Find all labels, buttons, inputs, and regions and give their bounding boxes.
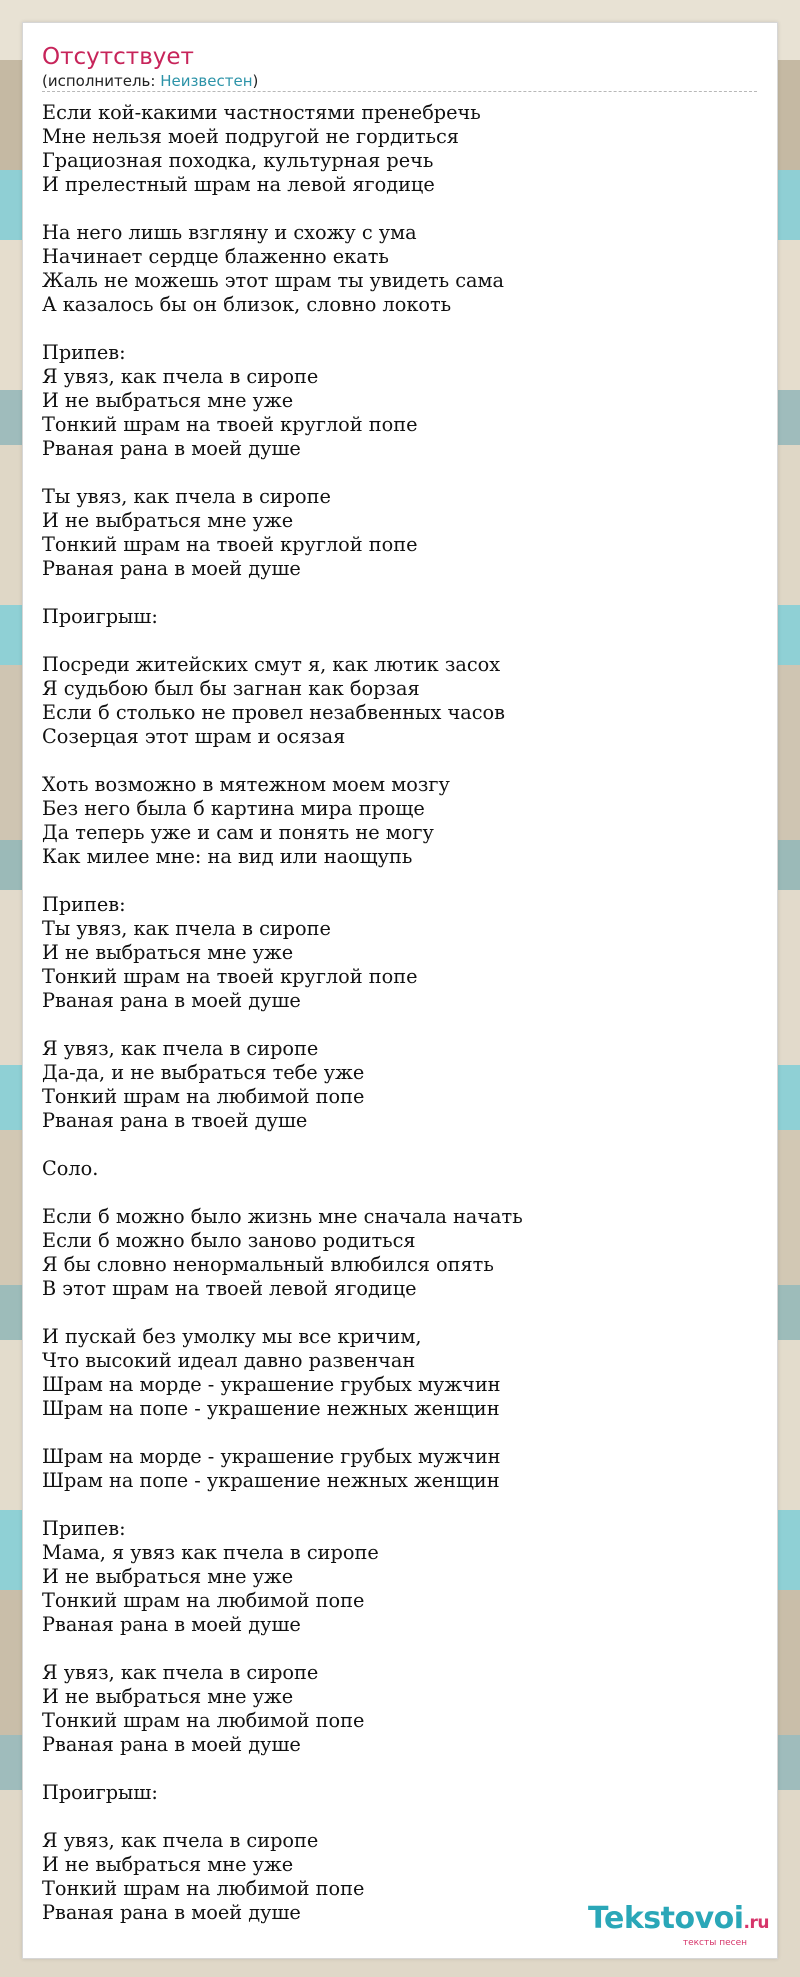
song-title: Отсутствует	[42, 44, 194, 70]
lyrics-line: Жаль не можешь этот шрам ты увидеть сама	[42, 269, 505, 292]
lyrics-blank-line	[42, 581, 757, 605]
lyrics-line: И пускай без умолку мы все кричим,	[42, 1325, 422, 1348]
lyrics-line: Если кой-какими частностями пренебречь	[42, 101, 481, 124]
site-logo[interactable]	[588, 1901, 769, 1948]
lyrics-blank-line	[42, 1493, 757, 1517]
lyrics-line: И не выбраться мне уже	[42, 389, 294, 412]
lyrics-line: И не выбраться мне уже	[42, 941, 294, 964]
lyrics-line: Начинает сердце блаженно екать	[42, 245, 389, 268]
lyrics-line: Да теперь уже и сам и понять не могу	[42, 821, 434, 844]
lyrics-line: Тонкий шрам на любимой попе	[42, 1085, 365, 1108]
lyrics-line: Соло.	[42, 1157, 99, 1180]
lyrics-line: Тонкий шрам на любимой попе	[42, 1589, 365, 1612]
lyrics-line: Рваная рана в моей душе	[42, 1613, 301, 1636]
artist-line	[42, 72, 757, 90]
lyrics-line: Проигрыш:	[42, 1781, 158, 1804]
lyrics-line: Рваная рана в моей душе	[42, 437, 301, 460]
lyrics-line: Посреди житейских смут я, как лютик засох	[42, 653, 501, 676]
lyrics-blank-line	[42, 1805, 757, 1829]
lyrics-line: В этот шрам на твоей левой ягодице	[42, 1277, 417, 1300]
lyrics-blank-line	[42, 1757, 757, 1781]
lyrics-line: Рваная рана в моей душе	[42, 557, 301, 580]
lyrics-line: Рваная рана в твоей душе	[42, 1109, 308, 1132]
lyrics-line: Тонкий шрам на любимой попе	[42, 1709, 365, 1732]
lyrics-line: Припев:	[42, 341, 126, 364]
lyrics-line: И не выбраться мне уже	[42, 509, 294, 532]
logo-domain: .ru	[743, 1913, 769, 1933]
lyrics-line: Проигрыш:	[42, 605, 158, 628]
lyrics-line: Тонкий шрам на твоей круглой попе	[42, 965, 418, 988]
lyrics-card	[22, 22, 778, 1959]
lyrics-line: Припев:	[42, 893, 126, 916]
artist-link[interactable]: Неизвестен	[160, 72, 253, 90]
lyrics-line: Я увяз, как пчела в сиропе	[42, 1661, 319, 1684]
lyrics-line: А казалось бы он близок, словно локоть	[42, 293, 452, 316]
lyrics-line: Рваная рана в моей душе	[42, 1901, 301, 1924]
lyrics-blank-line	[42, 197, 757, 221]
lyrics-line: Я увяз, как пчела в сиропе	[42, 1037, 319, 1060]
lyrics-line: Хоть возможно в мятежном моем мозгу	[42, 773, 450, 796]
lyrics-blank-line	[42, 1637, 757, 1661]
lyrics-blank-line	[42, 1181, 757, 1205]
lyrics-line: Как милее мне: на вид или наощупь	[42, 845, 413, 868]
lyrics-blank-line	[42, 1421, 757, 1445]
lyrics-line: Рваная рана в моей душе	[42, 1733, 301, 1756]
lyrics-line: На него лишь взгляну и схожу с ума	[42, 221, 417, 244]
lyrics-line: Грациозная походка, культурная речь	[42, 149, 434, 172]
lyrics-line: Припев:	[42, 1517, 126, 1540]
artist-suffix: )	[252, 72, 259, 90]
lyrics-blank-line	[42, 461, 757, 485]
lyrics-line: Шрам на морде - украшение грубых мужчин	[42, 1445, 501, 1468]
lyrics-blank-line	[42, 317, 757, 341]
lyrics-line: Тонкий шрам на любимой попе	[42, 1877, 365, 1900]
lyrics-line: И прелестный шрам на левой ягодице	[42, 173, 435, 196]
lyrics-blank-line	[42, 1301, 757, 1325]
lyrics-line: Я увяз, как пчела в сиропе	[42, 365, 319, 388]
logo-wordmark	[588, 1901, 769, 1938]
lyrics-line: Если б можно было заново родиться	[42, 1229, 416, 1252]
lyrics-line: Мама, я увяз как пчела в сиропе	[42, 1541, 379, 1564]
lyrics-line: Тонкий шрам на твоей круглой попе	[42, 413, 418, 436]
lyrics-line: Мне нельзя моей подругой не гордиться	[42, 125, 459, 148]
lyrics-line: Если б можно было жизнь мне сначала начать	[42, 1205, 523, 1228]
lyrics-line: Что высокий идеал давно развенчан	[42, 1349, 416, 1372]
logo-main-text: Tekstovoi	[588, 1901, 744, 1936]
lyrics-line: Ты увяз, как пчела в сиропе	[42, 485, 331, 508]
lyrics-blank-line	[42, 1133, 757, 1157]
lyrics-line: Тонкий шрам на твоей круглой попе	[42, 533, 418, 556]
lyrics-line: И не выбраться мне уже	[42, 1853, 294, 1876]
lyrics-blank-line	[42, 629, 757, 653]
lyrics-line: Рваная рана в моей душе	[42, 989, 301, 1012]
lyrics-line: Шрам на морде - украшение грубых мужчин	[42, 1373, 501, 1396]
artist-prefix: (исполнитель:	[42, 72, 161, 90]
lyrics-line: Я увяз, как пчела в сиропе	[42, 1829, 319, 1852]
lyrics-line: Созерцая этот шрам и осязая	[42, 725, 346, 748]
lyrics-line: Шрам на попе - украшение нежных женщин	[42, 1397, 500, 1420]
lyrics-line: Ты увяз, как пчела в сиропе	[42, 917, 331, 940]
lyrics-blank-line	[42, 1013, 757, 1037]
lyrics-line: Я судьбою был бы загнан как борзая	[42, 677, 420, 700]
lyrics-line: И не выбраться мне уже	[42, 1685, 294, 1708]
lyrics-line: Если б столько не провел незабвенных часов	[42, 701, 505, 724]
song-header	[42, 42, 757, 92]
lyrics-blank-line	[42, 869, 757, 893]
lyrics-blank-line	[42, 749, 757, 773]
lyrics-line: Я бы словно ненормальный влюбился опять	[42, 1253, 494, 1276]
lyrics-line: Шрам на попе - украшение нежных женщин	[42, 1469, 500, 1492]
lyrics-line: Да-да, и не выбраться тебе уже	[42, 1061, 365, 1084]
logo-subtitle: тексты песен	[682, 1938, 747, 1948]
lyrics-line: Без него была б картина мира проще	[42, 797, 425, 820]
lyrics-text	[42, 101, 757, 1925]
lyrics-line: И не выбраться мне уже	[42, 1565, 294, 1588]
